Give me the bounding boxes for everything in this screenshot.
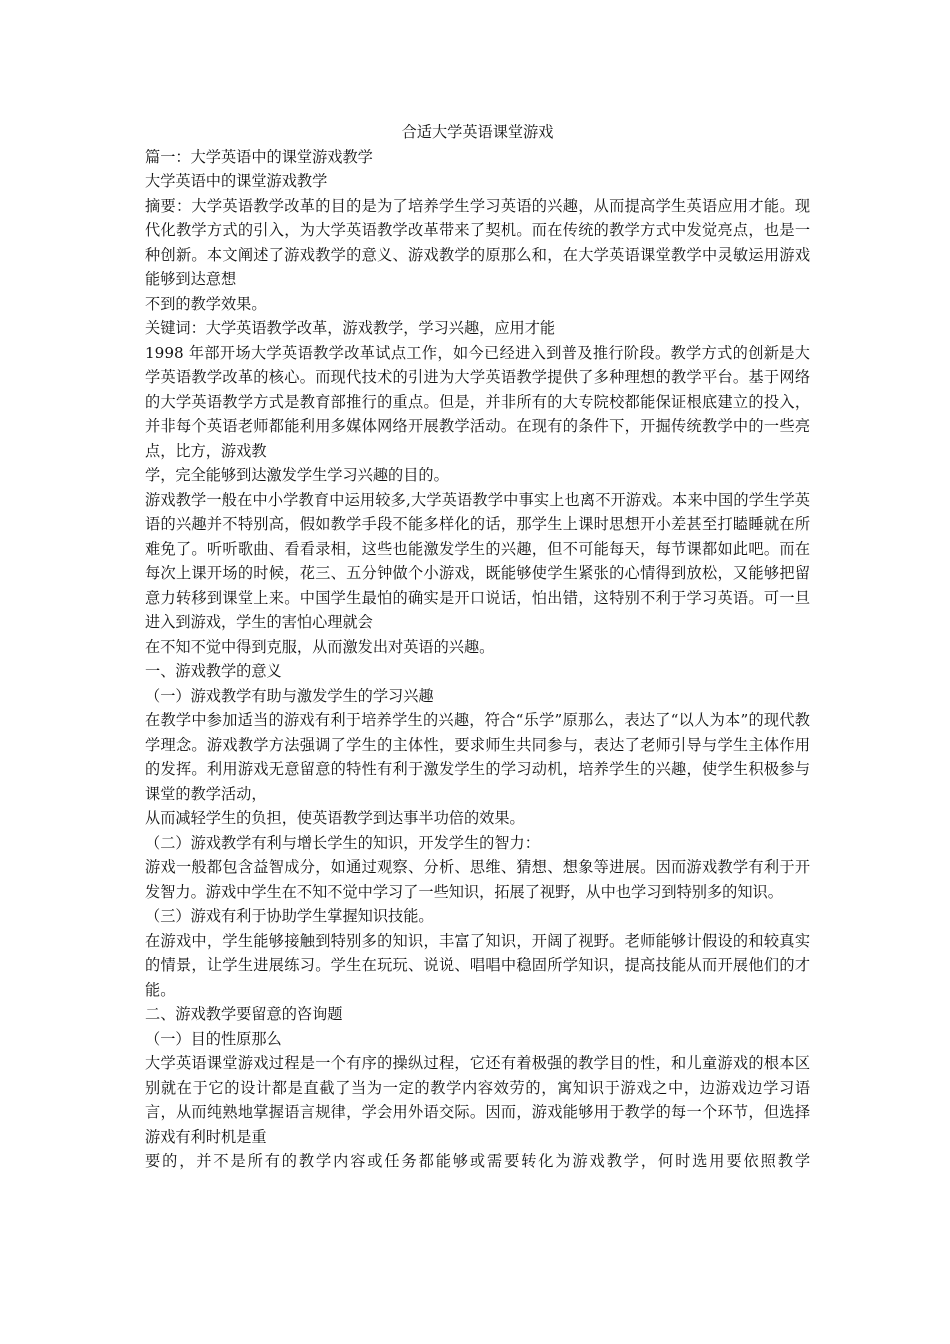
paragraph: 游戏教学一般在中小学教育中运用较多,大学英语教学中事实上也离不开游戏。本来中国的学生学英语的兴趣并不特别高，假如教学手段不能多样化的话，那学生上课时思想开小差甚至打瞌睡就在所难免了。听听歌曲、看看录相，这些也能激发学生的兴趣，但不可能每天，每节课都如此吧。而在每次上课开场的时候，花三、五分钟做个小游戏，既能够使学生紧张的心情得到放松，又能够把留意力转移到课堂上来。中国学生最怕的确实是开口说话，怕出错，这特别不利于学习英语。可一旦进入到游戏，学生的害怕心理就会 [145, 490, 810, 631]
paragraph: 要的，并不是所有的教学内容或任务都能够或需要转化为游戏教学，何时选用要依照教学 [145, 1152, 810, 1170]
section-heading: 一、游戏教学的意义 [145, 662, 282, 680]
subsection-heading: （一）游戏教学有助与激发学生的学习兴趣 [145, 686, 434, 705]
paragraph: 游戏一般都包含益智成分，如通过观察、分析、思维、猜想、想象等进展。因而游戏教学有利于开发智力。游戏中学生在不知不觉中学习了一些知识，拓展了视野，从中也学习到特别多的知识。 [145, 858, 810, 901]
paragraph: 不到的教学效果。 [145, 294, 267, 313]
paragraph: 从而减轻学生的负担，使英语教学到达事半功倍的效果。 [145, 809, 525, 827]
document-title: 合适大学英语课堂游戏 [401, 123, 554, 141]
paragraph: 在游戏中，学生能够接触到特别多的知识，丰富了知识，开阔了视野。老师能够计假设的和较真实的情景，让学生进展练习。学生在玩玩、说说、唱唱中稳固所学知识，提高技能从而开展他们的才能。 [145, 931, 810, 999]
paragraph: 学，完全能够到达激发学生学习兴趣的目的。 [145, 466, 449, 484]
subsection-heading: （一）目的性原那么 [145, 1029, 282, 1048]
paragraph: 在不知不觉中得到克服，从而激发出对英语的兴趣。 [145, 637, 495, 656]
paragraph: 篇一：大学英语中的课堂游戏教学 [145, 147, 373, 166]
section-heading: 二、游戏教学要留意的咨询题 [145, 1005, 343, 1023]
document-page [145, 120, 810, 1174]
paragraph: 关键词：大学英语教学改革，游戏教学，学习兴趣，应用才能 [145, 319, 556, 337]
paragraph: 在教学中参加适当的游戏有利于培养学生的兴趣，符合“乐学”原那么，表达了“以人为本”的现代教学理念。游戏教学方法强调了学生的主体性，要求师生共同参与，表达了老师引导与学生主体作用的发挥。利用游戏无意留意的特性有利于激发学生的学习动机，培养学生的兴趣，使学生积极参与课堂的教学活动， [145, 711, 810, 803]
paragraph: 摘要：大学英语教学改革的目的是为了培养学生学习英语的兴趣，从而提高学生英语应用才能。现代化教学方式的引入，为大学英语教学改革带来了契机。而在传统的教学方式中发觉亮点，也是一种创新。本文阐述了游戏教学的意义、游戏教学的原那么和，在大学英语课堂教学中灵敏运用游戏能够到达意想 [145, 196, 810, 288]
paragraph: 1998 年部开场大学英语教学改革试点工作，如今已经进入到普及推行阶段。教学方式的创新是大学英语教学改革的核心。而现代技术的引进为大学英语教学提供了多种理想的教学平台。基于网络的大学英语教学方式是教育部推行的重点。但是，并非所有的大专院校都能保证根底建立的投入，并非每个英语老师都能利用多媒体网络开展教学活动。在现有的条件下，开掘传统教学中的一些亮点，比方，游戏教 [145, 343, 810, 460]
subsection-heading: （三）游戏有利于协助学生掌握知识技能。 [145, 907, 434, 925]
paragraph: 大学英语课堂游戏过程是一个有序的操纵过程，它还有着极强的教学目的性，和儿童游戏的根本区别就在于它的设计都是直截了当为一定的教学内容效劳的，寓知识于游戏之中，边游戏边学习语言，从而纯熟地掌握语言规律，学会用外语交际。因而，游戏能够用于教学的每一个环节，但选择游戏有利时机是重 [145, 1054, 810, 1146]
paragraph: 大学英语中的课堂游戏教学 [145, 172, 328, 190]
subsection-heading: （二）游戏教学有利与增长学生的知识，开发学生的智力： [145, 833, 540, 852]
